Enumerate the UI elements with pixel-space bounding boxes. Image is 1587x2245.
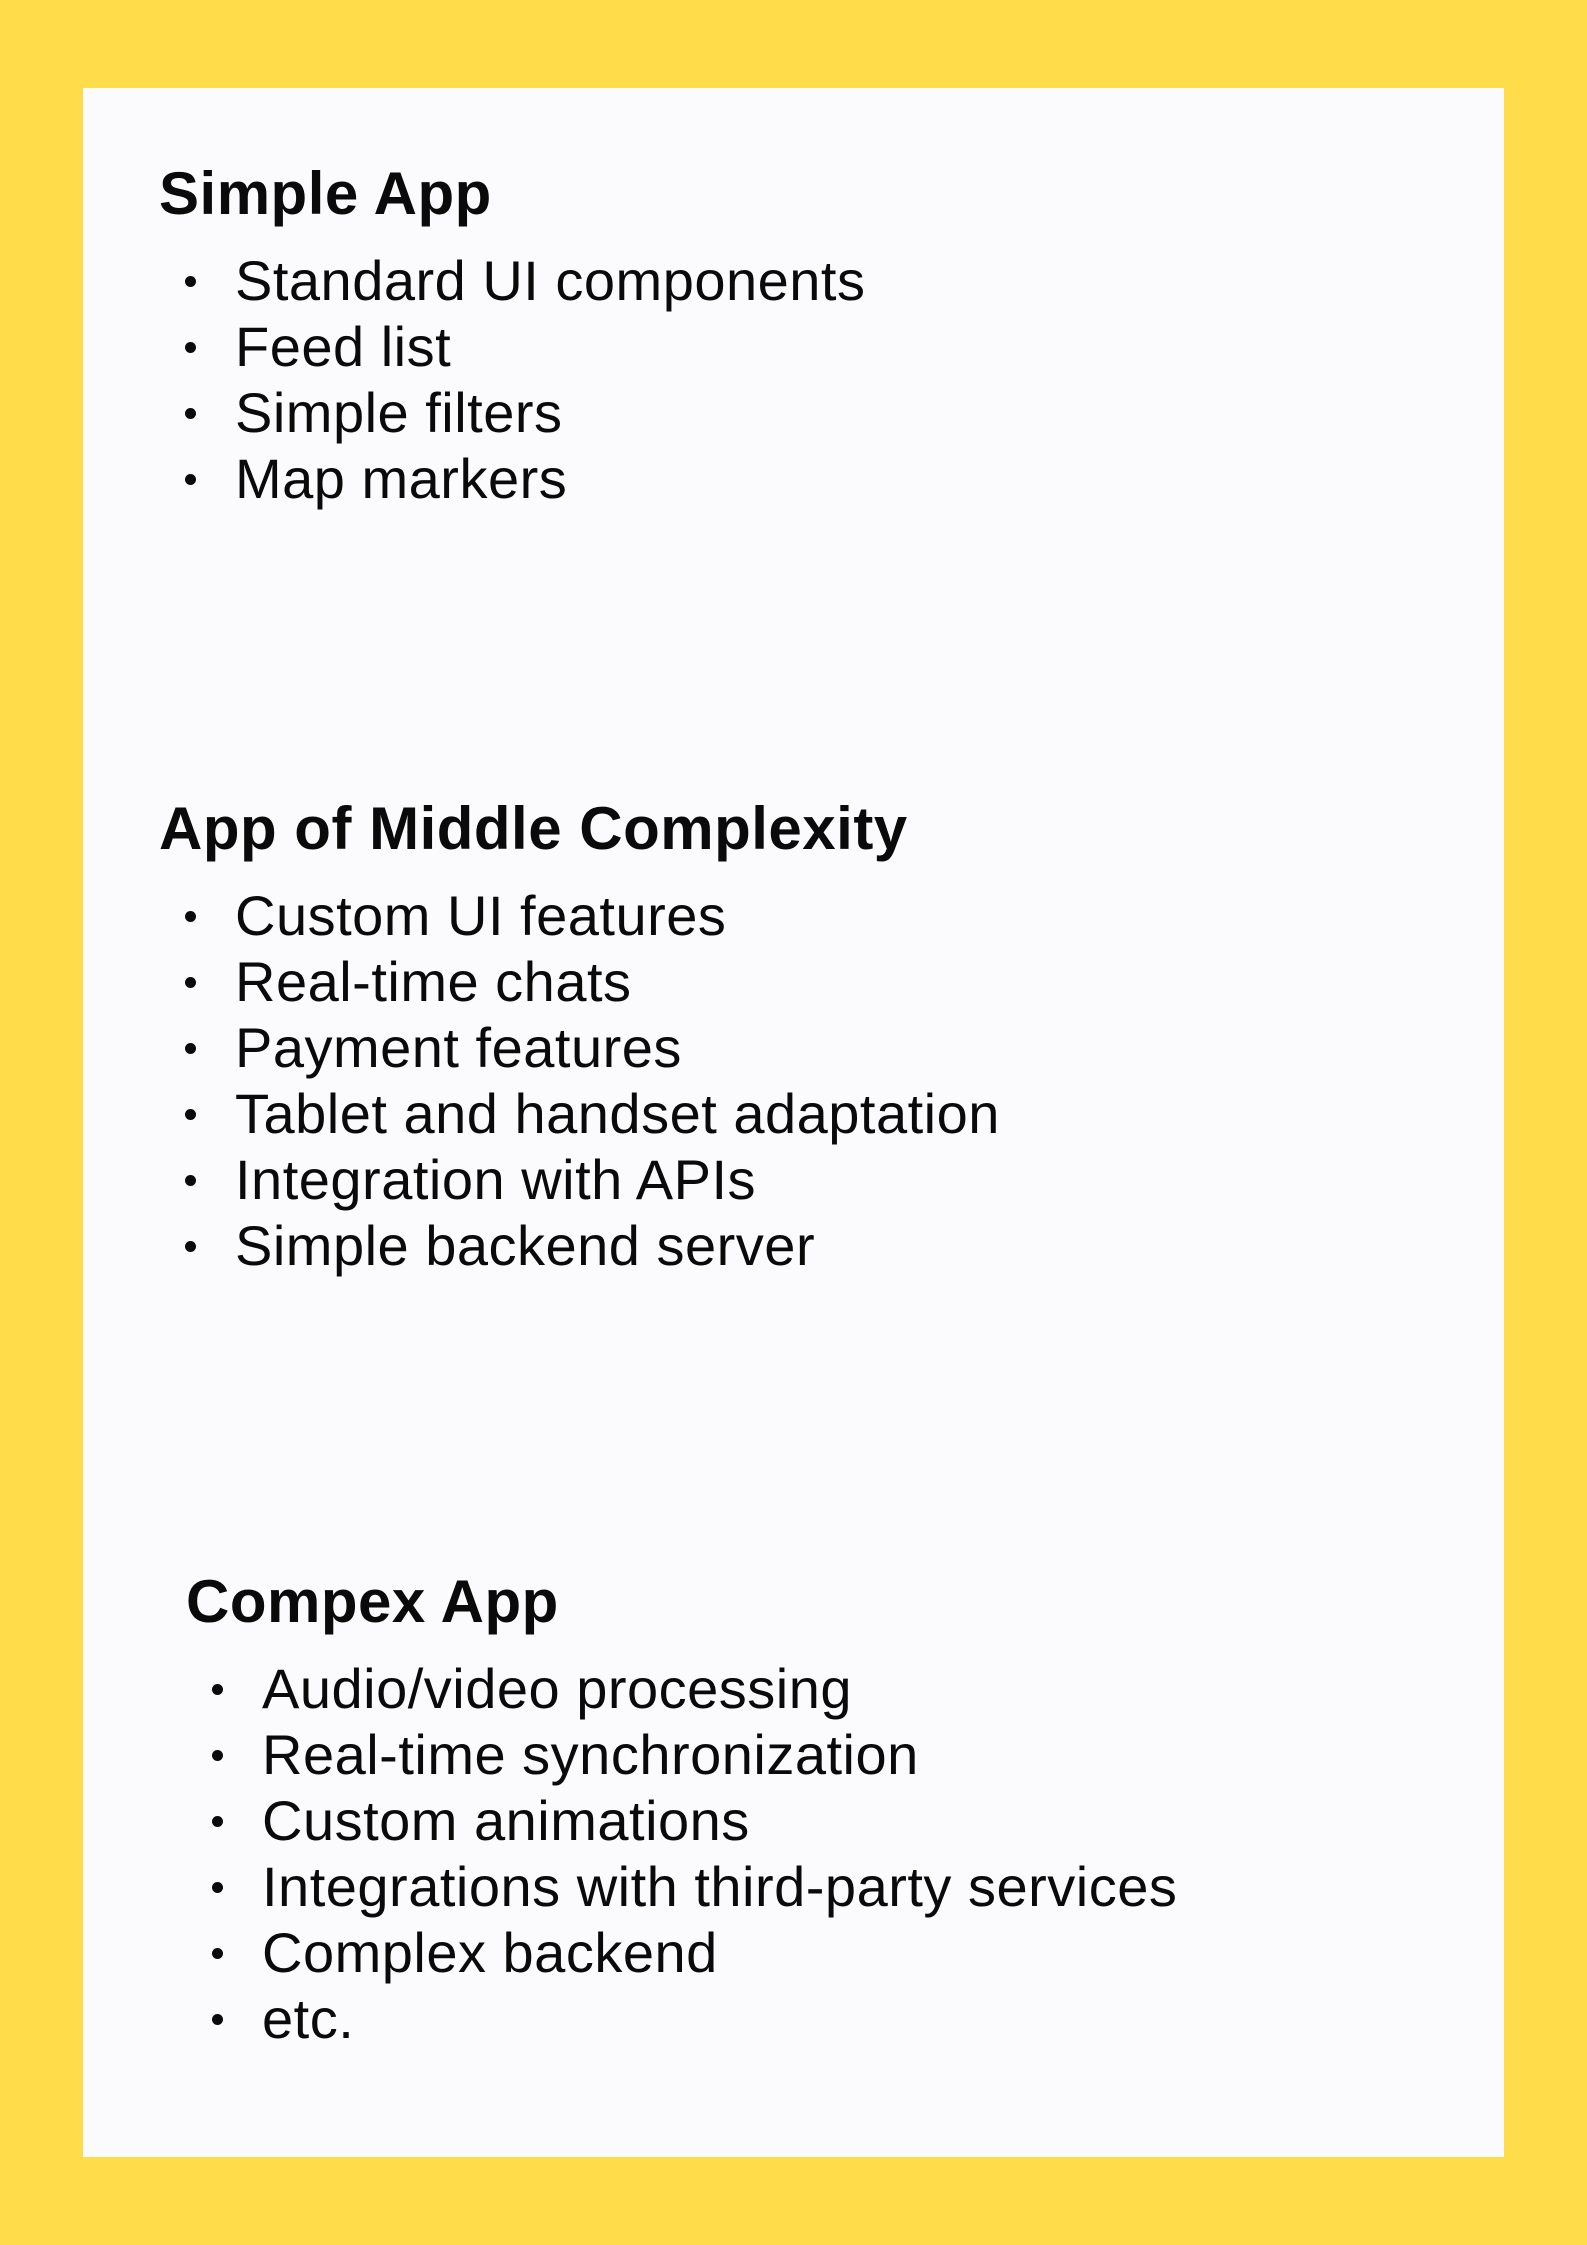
bullet-icon xyxy=(185,474,196,485)
content-card xyxy=(83,88,1504,2157)
section-simple-app xyxy=(159,158,865,512)
list-item: Map markers xyxy=(159,446,865,512)
list-item: Simple backend server xyxy=(159,1213,1000,1279)
list-item: etc. xyxy=(186,1986,1177,2052)
list-item: Audio/video processing xyxy=(186,1656,1177,1722)
bullet-icon xyxy=(212,1948,223,1959)
section-middle-complexity-app xyxy=(159,793,1000,1279)
list-item: Real-time synchronization xyxy=(186,1722,1177,1788)
bullet-icon xyxy=(185,911,196,922)
bullet-icon xyxy=(185,342,196,353)
section-title: Simple App xyxy=(159,160,492,227)
feature-list xyxy=(159,883,1000,1279)
bullet-icon xyxy=(185,1109,196,1120)
feature-list xyxy=(159,248,865,512)
section-complex-app xyxy=(186,1566,1177,2052)
bullet-icon xyxy=(212,1750,223,1761)
bullet-icon xyxy=(185,1175,196,1186)
list-item: Complex backend xyxy=(186,1920,1177,1986)
list-item: Real-time chats xyxy=(159,949,1000,1015)
list-item: Standard UI components xyxy=(159,248,865,314)
bullet-icon xyxy=(212,1684,223,1695)
bullet-icon xyxy=(185,408,196,419)
section-title: Compex App xyxy=(186,1568,559,1635)
bullet-icon xyxy=(185,1241,196,1252)
section-title: App of Middle Complexity xyxy=(159,795,908,862)
list-item: Payment features xyxy=(159,1015,1000,1081)
bullet-icon xyxy=(212,1882,223,1893)
bullet-icon xyxy=(212,1816,223,1827)
bullet-icon xyxy=(185,276,196,287)
list-item: Simple filters xyxy=(159,380,865,446)
feature-list xyxy=(186,1656,1177,2052)
list-item: Custom animations xyxy=(186,1788,1177,1854)
list-item: Integration with APIs xyxy=(159,1147,1000,1213)
bullet-icon xyxy=(185,977,196,988)
bullet-icon xyxy=(212,2014,223,2025)
list-item: Feed list xyxy=(159,314,865,380)
list-item: Custom UI features xyxy=(159,883,1000,949)
list-item: Tablet and handset adaptation xyxy=(159,1081,1000,1147)
list-item: Integrations with third-party services xyxy=(186,1854,1177,1920)
bullet-icon xyxy=(185,1043,196,1054)
